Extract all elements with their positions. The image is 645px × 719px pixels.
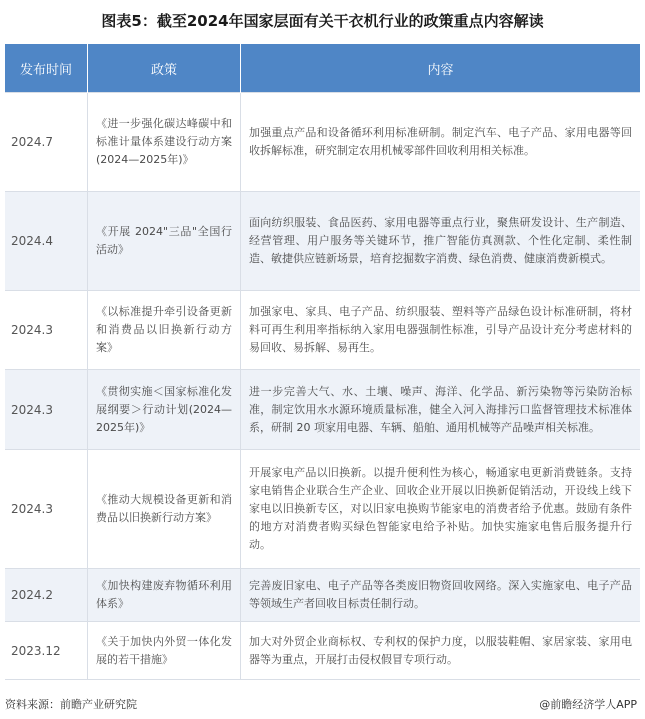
row-policy: 《贯彻实施＜国家标准化发展纲要＞行动计划(2024—2025年)》 [88, 370, 241, 450]
row-policy: 《关于加快内外贸一体化发展的若干措施》 [88, 622, 241, 680]
row-date: 2024.4 [5, 192, 88, 291]
row-content: 面向纺织服装、食品医药、家用电器等重点行业，聚焦研发设计、生产制造、经营管理、用户服务等关键环节，推广智能仿真测款、个性化定制、柔性制造、敏捷供应链新场景，培育挖掘数字消费、绿色消费、健康消费新模式。 [241, 192, 641, 291]
policy-table [5, 44, 640, 680]
row-content: 加强重点产品和设备循环利用标准研制。制定汽车、电子产品、家用电器等回收拆解标准，研究制定农用机械零部件回收利用相关标准。 [241, 93, 641, 192]
source-note: 资料来源：前瞻产业研究院 [5, 698, 137, 711]
table-row [5, 450, 640, 569]
row-policy: 《加快构建废弃物循环利用体系》 [88, 569, 241, 622]
row-content: 完善废旧家电、电子产品等各类废旧物资回收网络。深入实施家电、电子产品等领域生产者回收目标责任制行动。 [241, 569, 641, 622]
row-date: 2024.3 [5, 291, 88, 370]
chart-title: 图表5：截至2024年国家层面有关干衣机行业的政策重点内容解读 [101, 12, 544, 30]
table-row [5, 93, 640, 192]
row-content: 进一步完善大气、水、土壤、噪声、海洋、化学品、新污染物等污染防治标准，制定饮用水水源环境质量标准，健全入河入海排污口监督管理技术标准体系，研制 20 项家用电器、车辆、船舶、通用机械等产品噪声相关标准。 [241, 370, 641, 450]
row-date: 2024.3 [5, 450, 88, 569]
header-policy: 政策 [88, 44, 241, 93]
table-header-row [5, 44, 640, 93]
table-row [5, 569, 640, 622]
row-content: 加强家电、家具、电子产品、纺织服装、塑料等产品绿色设计标准研制，将材料可再生利用率指标纳入家用电器强制性标准，引导产品设计充分考虑材料的易回收、易拆解、易再生。 [241, 291, 641, 370]
brand-credit: @前瞻经济学人APP [539, 698, 637, 711]
table-row [5, 370, 640, 450]
row-date: 2024.3 [5, 370, 88, 450]
row-content: 加大对外贸企业商标权、专利权的保护力度，以服装鞋帽、家居家装、家用电器等为重点，开展打击侵权假冒专项行动。 [241, 622, 641, 680]
row-policy: 《开展 2024"三品"全国行活动》 [88, 192, 241, 291]
row-date: 2024.2 [5, 569, 88, 622]
table-row [5, 291, 640, 370]
row-policy: 《进一步强化碳达峰碳中和标准计量体系建设行动方案(2024—2025年)》 [88, 93, 241, 192]
header-content: 内容 [241, 44, 641, 93]
row-content: 开展家电产品以旧换新。以提升便利性为核心，畅通家电更新消费链条。支持家电销售企业联合生产企业、回收企业开展以旧换新促销活动，开设线上线下家电以旧换新专区，对以旧家电换购节能家电的消费者给予优惠。鼓励有条件的地方对消费者购买绿色智能家电给予补贴。加快实施家电售后服务提升行动。 [241, 450, 641, 569]
row-date: 2023.12 [5, 622, 88, 680]
row-policy: 《以标准提升牵引设备更新和消费品以旧换新行动方案》 [88, 291, 241, 370]
table-row [5, 622, 640, 680]
row-date: 2024.7 [5, 93, 88, 192]
header-date: 发布时间 [5, 44, 88, 93]
table-row [5, 192, 640, 291]
row-policy: 《推动大规模设备更新和消费品以旧换新行动方案》 [88, 450, 241, 569]
